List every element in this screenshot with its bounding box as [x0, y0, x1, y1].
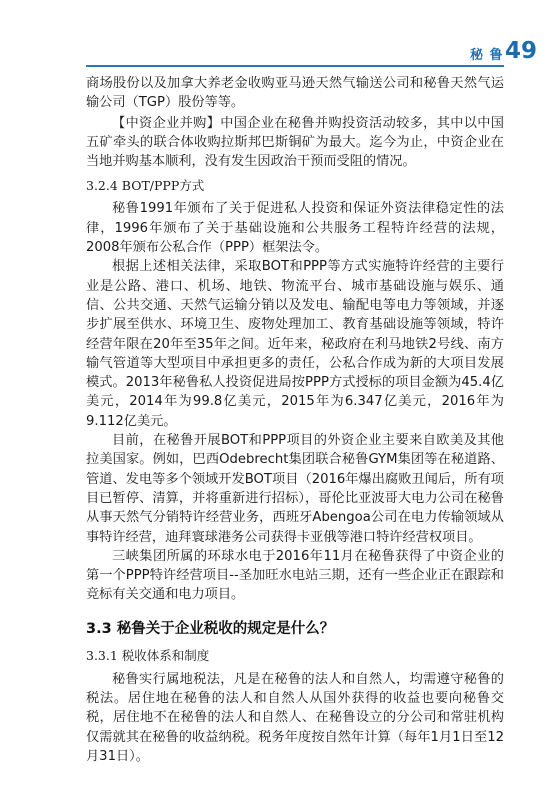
paragraph-three-gorges: 三峡集团所属的环球水电于2016年11月在秘鲁获得了中资企业的第一个PPP特许经营项目--圣加旺水电站三期，还有一些企业正在跟踪和竞标有关交通和电力项目。: [86, 548, 504, 603]
paragraph-chinese-mergers: 【中资企业并购】中国企业在秘鲁并购投资活动较多，其中以中国五矿牵头的联合体收购拉斯邦巴斯铜矿为最大。迄今为止，中资企业在当地并购基本顺利，没有发生因政治干预而受阻的情况。: [86, 115, 504, 170]
header-rule: [86, 65, 504, 67]
section-heading-3-2-4: 3.2.4 BOT/PPP方式: [86, 178, 205, 194]
page-body: [86, 74, 504, 766]
section-heading-3-3: 3.3 秘鲁关于企业税收的规定是什么？: [86, 620, 335, 637]
running-header: [0, 38, 559, 68]
section-heading-3-3-1: 3.3.1 税收体系和制度: [86, 647, 210, 663]
paragraph-bot-ppp-laws: 秘鲁1991年颁布了关于促进私人投资和保证外资法律稳定性的法律，1996年颁布了关于基础设施和公共服务工程特许经营的法规，2008年颁布公私合作（PPP）框架法令。: [86, 201, 504, 256]
chapter-label: 秘 鲁: [470, 48, 504, 63]
paragraph-foreign-companies: 目前，在秘鲁开展BOT和PPP项目的外资企业主要来自欧美及其他拉美国家。例如，巴西Odebrecht集团联合秘鲁GYM集团等在秘道路、管道、发电等多个领域开发BOT项目（2016年爆出腐败丑闻后，所有项目已暂停、清算，并将重新进行招标），哥伦比亚波哥大电力公司在秘鲁从事天然气分销特许经营业务，西班牙Abengoa公司在电力传输领域从事特许经营，迪拜寰球港务公司获得卡亚俄等港口特许经营权项目。: [86, 433, 504, 545]
paragraph-tax-system: 秘鲁实行属地税法，凡是在秘鲁的法人和自然人，均需遵守秘鲁的税法。居住地在秘鲁的法人和自然人从国外获得的收益也要向秘鲁交税，居住地不在秘鲁的法人和自然人、在秘鲁设立的分公司和常驻机构仅需就其在秘鲁的收益纳税。税务年度按自然年计算（每年1月1日至12月31日）。: [86, 671, 504, 764]
page-number: 49: [505, 38, 538, 64]
paragraph-bot-ppp-sectors: 根据上述相关法律，采取BOT和PPP等方式实施特许经营的主要行业是公路、港口、机场、地铁、物流平台、城市基础设施与娱乐、通信、公共交通、天然气运输分销以及发电、输配电等电力等领域，并逐步扩展至供水、环境卫生、废物处理加工、教育基础设施等领域，特许经营年限在20年至35年之间。近年来，秘政府在利马地铁2号线、南方输气管道等大型项目中承担更多的责任，公私合作成为新的大项目发展模式。2013年秘鲁私人投资促进局按PPP方式授标的项目金额为45.4亿美元，2014年为99.8亿美元，2015年为6.347亿美元，2016年为9.112亿美元。: [86, 259, 504, 429]
paragraph-continued: 商场股份以及加拿大养老金收购亚马逊天然气输送公司和秘鲁天然气运输公司（TGP）股份等等。: [86, 76, 504, 111]
